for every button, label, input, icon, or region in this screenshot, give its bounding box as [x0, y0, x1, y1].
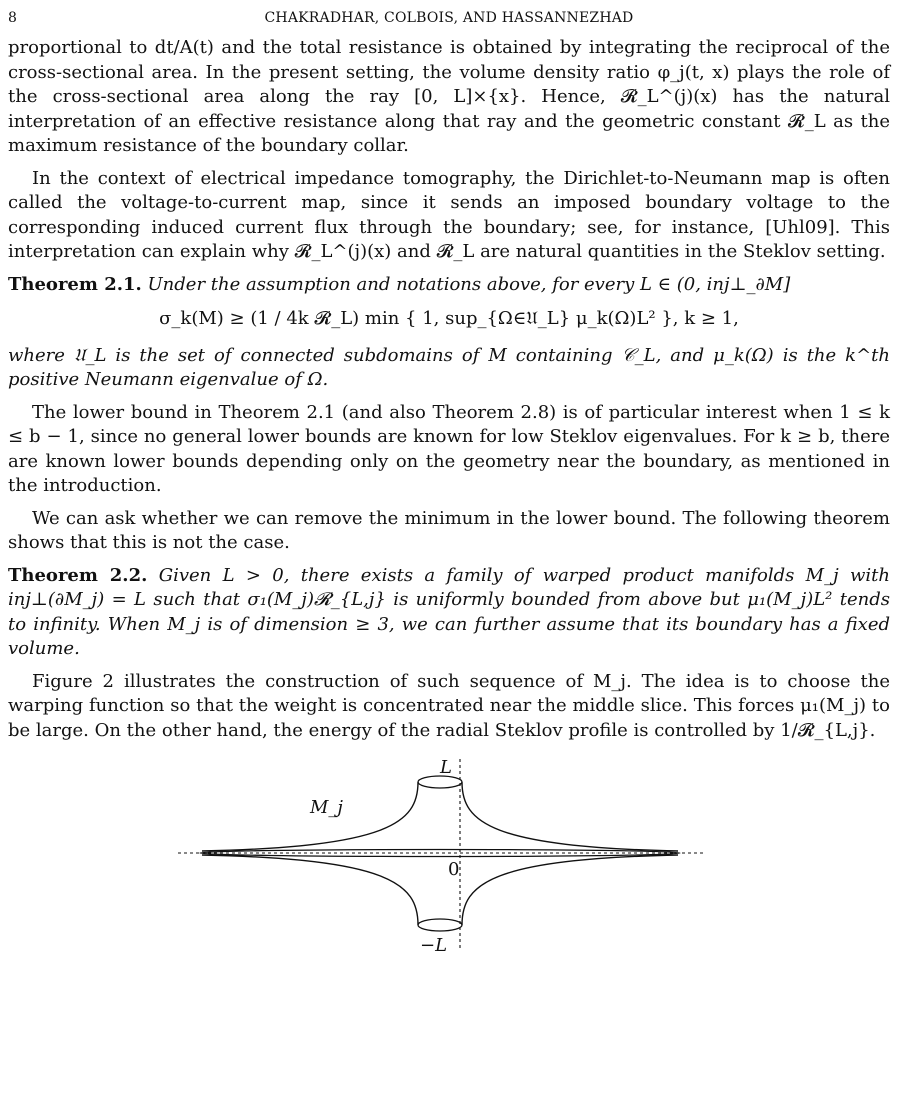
- theorem-2-1: [8, 273, 890, 298]
- running-title: CHAKRADHAR, COLBOIS, AND HASSANNEZHAD: [264, 10, 634, 26]
- theorem-2-2: [8, 564, 890, 662]
- lower-left-profile: [202, 855, 418, 925]
- bottom-boundary-ellipse: [418, 919, 462, 931]
- theorem-2-1-formula: σ_k(M) ≥ (1 / 4k 𝓡_L) min { 1, sup_{Ω∈𝔘_L} μ_k(Ω)L² }, k ≥ 1,: [159, 308, 739, 329]
- figure-2: [8, 751, 890, 961]
- page-number: 8: [8, 10, 18, 26]
- paragraph-resistance: proportional to dt/A(t) and the total resistance is obtained by integrating the reciprocal of the cross-sectional area. In the present setting, the volume density ratio φ_j(t, x) plays the role of the cross-sectional area along the ray [0, L]×{x}. Hence, 𝓡_L^(j)(x) has the natural interpretation of an effective resistance along that ray and the geometric constant 𝓡_L as the maximum resistance of the boundary collar.: [8, 37, 890, 156]
- paper-page: [8, 6, 890, 961]
- running-header: [8, 6, 890, 36]
- paragraph-impedance-tomography: In the context of electrical impedance tomography, the Dirichlet-to-Neumann map is often called the voltage-to-current map, since it sends an imposed boundary voltage to the corresponding induced current flux through the boundary; see, for instance, [Uhl09]. This interpretation can explain why 𝓡_L^(j)(x) and 𝓡_L are natural quantities in the Steklov setting.: [8, 167, 890, 262]
- paragraph-lower-bound: The lower bound in Theorem 2.1 (and also Theorem 2.8) is of particular interest when 1 ≤ k ≤ b − 1, since no general lower bounds are known for low Steklov eigenvalues. For k ≥ b, there are known lower bounds depending only on the geometry near the boundary, as mentioned in the introduction.: [8, 401, 890, 496]
- paragraph-remove-minimum: We can ask whether we can remove the minimum in the lower bound. The following theorem shows that this is not the case.: [8, 507, 890, 553]
- label-bottom-minus-L: −L: [420, 935, 448, 956]
- lower-right-profile: [462, 855, 678, 925]
- paragraph-figure-description: Figure 2 illustrates the construction of such sequence of M_j. The idea is to choose the warping function so that the weight is concentrated near the middle slice. This forces μ₁(M_j) to be large. On the other hand, the energy of the radial Steklov profile is controlled by 1/𝓡_{L,j}.: [8, 670, 890, 741]
- theorem-2-1-label: Theorem 2.1.: [8, 273, 142, 295]
- middle-slice-ellipse: [200, 850, 680, 857]
- label-top-L: L: [440, 757, 452, 778]
- theorem-2-1-conclusion: where 𝔘_L is the set of connected subdomains of M containing 𝒞_L, and μ_k(Ω) is the k^th positive Neumann eigenvalue of Ω.: [8, 344, 890, 390]
- upper-right-profile: [462, 782, 678, 851]
- theorem-2-2-statement: Given L > 0, there exists a family of warped product manifolds M_j with inj⊥(∂M_j) = L such that σ₁(M_j)𝓡_{L,j} is uniformly bounded from above but μ₁(M_j)L² tends to infinity. When M_j is of dimension ≥ 3, we can further assume that its boundary has a fixed volume.: [8, 564, 890, 659]
- label-manifold: M_j: [310, 797, 344, 818]
- label-origin: 0: [448, 859, 460, 880]
- theorem-2-1-statement: Under the assumption and notations above, for every L ∈ (0, inj⊥_∂M]: [147, 273, 791, 295]
- theorem-2-2-label: Theorem 2.2.: [8, 564, 148, 586]
- warped-product-diagram: [158, 751, 718, 961]
